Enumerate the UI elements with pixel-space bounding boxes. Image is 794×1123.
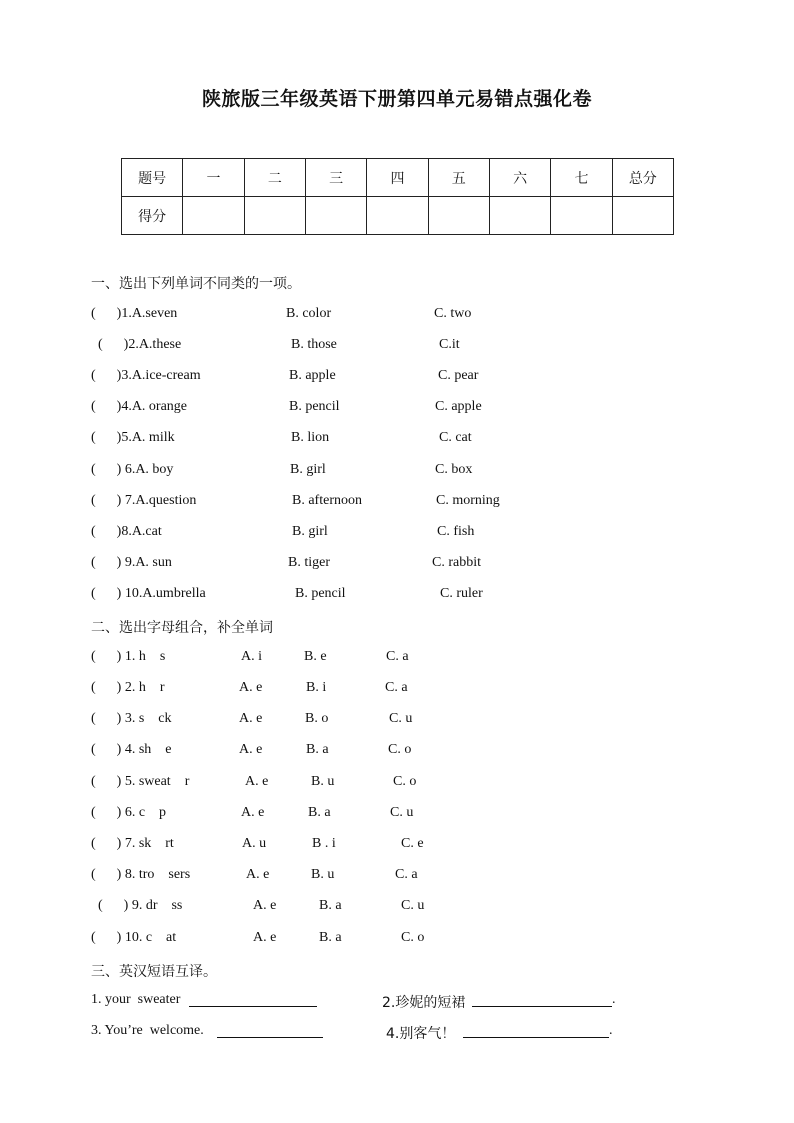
option-b: B. u bbox=[311, 774, 335, 789]
question-stem: ( )8.A.cat bbox=[91, 524, 162, 539]
score-table-header-row bbox=[122, 159, 674, 197]
translation-item bbox=[91, 1023, 613, 1119]
option-c: C. fish bbox=[437, 524, 475, 539]
option-a: A. e bbox=[246, 867, 270, 882]
answer-blank[interactable] bbox=[463, 1023, 609, 1043]
phrase-zh: 2.珍妮的短裙 bbox=[382, 995, 466, 1011]
score-table-score-row bbox=[122, 197, 674, 235]
question-stem: ( ) 9.A. sun bbox=[91, 555, 172, 570]
option-b: B. pencil bbox=[289, 399, 340, 414]
option-c: C. e bbox=[401, 836, 424, 851]
option-c: C. o bbox=[401, 930, 425, 945]
option-b: B. a bbox=[319, 898, 342, 913]
phrase-en: 1. your sweater bbox=[91, 992, 181, 1007]
score-header-cell: 一 bbox=[183, 159, 244, 197]
section3-heading: 三、英汉短语互译。 bbox=[91, 964, 217, 980]
option-c: C. cat bbox=[439, 430, 472, 445]
question-stem: ( ) 7. sk rt bbox=[91, 836, 174, 851]
option-a: A. e bbox=[253, 930, 277, 945]
score-input-cell[interactable] bbox=[305, 197, 366, 235]
option-a: A. e bbox=[253, 898, 277, 913]
option-b: B. e bbox=[304, 649, 327, 664]
option-b: B. i bbox=[306, 680, 327, 695]
score-table bbox=[121, 158, 674, 235]
option-a: A. i bbox=[241, 649, 262, 664]
question-stem: ( ) 10.A.umbrella bbox=[91, 586, 206, 601]
option-c: C. u bbox=[390, 805, 414, 820]
phrase-en: 3. You’re welcome. bbox=[91, 1023, 204, 1038]
option-c: C. a bbox=[395, 867, 418, 882]
page-title: 陕旅版三年级英语下册第四单元易错点强化卷 bbox=[201, 88, 592, 110]
score-input-cell[interactable] bbox=[183, 197, 244, 235]
option-c: C. o bbox=[393, 774, 417, 789]
score-header-cell: 四 bbox=[367, 159, 428, 197]
section1-heading: 一、选出下列单词不同类的一项。 bbox=[91, 276, 301, 292]
score-input-cell[interactable] bbox=[367, 197, 428, 235]
option-b: B. girl bbox=[290, 462, 326, 477]
question-stem: ( ) 6. c p bbox=[91, 805, 167, 820]
option-c: C. a bbox=[385, 680, 408, 695]
option-a: A. e bbox=[245, 774, 269, 789]
option-c: C. u bbox=[401, 898, 425, 913]
option-b: B. u bbox=[311, 867, 335, 882]
phrase-zh: 4.别客气！ bbox=[386, 1026, 456, 1042]
score-header-cell: 六 bbox=[489, 159, 550, 197]
score-input-cell[interactable] bbox=[489, 197, 550, 235]
option-c: C. morning bbox=[436, 493, 500, 508]
question-stem: ( )4.A. orange bbox=[91, 399, 188, 414]
option-b: B. a bbox=[319, 930, 342, 945]
question-stem: ( )2.A.these bbox=[98, 337, 182, 352]
option-a: A. u bbox=[242, 836, 267, 851]
question-stem: ( )5.A. milk bbox=[91, 430, 175, 445]
option-c: C. ruler bbox=[440, 586, 483, 601]
option-b: B. a bbox=[306, 742, 329, 757]
option-b: B. lion bbox=[291, 430, 330, 445]
option-c: C. apple bbox=[435, 399, 482, 414]
score-header-cell: 三 bbox=[305, 159, 366, 197]
option-c: C. box bbox=[435, 462, 473, 477]
section2-heading: 二、选出字母组合，补全单词 bbox=[91, 620, 273, 636]
option-c: C. u bbox=[389, 711, 413, 726]
option-b: B. a bbox=[308, 805, 331, 820]
question-stem: ( ) 5. sweat r bbox=[91, 774, 190, 789]
score-input-cell[interactable] bbox=[244, 197, 305, 235]
question-stem: ( )3.A.ice-cream bbox=[91, 368, 201, 383]
option-b: B. pencil bbox=[295, 586, 346, 601]
question-stem: ( ) 6.A. boy bbox=[91, 462, 174, 477]
question-stem: ( ) 10. c at bbox=[91, 930, 177, 945]
option-b: B. o bbox=[305, 711, 329, 726]
score-header-cell: 二 bbox=[244, 159, 305, 197]
option-c: C. two bbox=[434, 306, 472, 321]
score-input-cell[interactable] bbox=[551, 197, 612, 235]
answer-blank[interactable] bbox=[189, 992, 317, 1012]
question-stem: ( ) 9. dr ss bbox=[98, 898, 183, 913]
option-b: B. color bbox=[286, 306, 332, 321]
end-period: . bbox=[612, 992, 616, 1007]
score-input-cell[interactable] bbox=[612, 197, 673, 235]
option-c: C. a bbox=[386, 649, 409, 664]
option-b: B. tiger bbox=[288, 555, 330, 570]
option-b: B. apple bbox=[289, 368, 336, 383]
option-a: A. e bbox=[241, 805, 265, 820]
option-b: B. afternoon bbox=[292, 493, 362, 508]
option-b: B . i bbox=[312, 836, 336, 851]
end-period: . bbox=[609, 1023, 613, 1038]
option-b: B. those bbox=[291, 337, 337, 352]
answer-blank[interactable] bbox=[217, 1023, 323, 1043]
option-c: C. o bbox=[388, 742, 412, 757]
question-stem: ( )1.A.seven bbox=[91, 306, 178, 321]
question-stem: ( ) 7.A.question bbox=[91, 493, 197, 508]
question-stem: ( ) 3. s ck bbox=[91, 711, 172, 726]
score-header-cell: 总分 bbox=[612, 159, 673, 197]
score-header-cell: 七 bbox=[551, 159, 612, 197]
score-input-cell[interactable] bbox=[428, 197, 489, 235]
score-header-cell: 五 bbox=[428, 159, 489, 197]
option-a: A. e bbox=[239, 680, 263, 695]
option-a: A. e bbox=[239, 742, 263, 757]
option-c: C.it bbox=[439, 337, 460, 352]
score-header-cell: 题号 bbox=[122, 159, 183, 197]
answer-blank[interactable] bbox=[472, 992, 612, 1012]
option-a: A. e bbox=[239, 711, 263, 726]
question-stem: ( ) 1. h s bbox=[91, 649, 166, 664]
question-stem: ( ) 2. h r bbox=[91, 680, 165, 695]
option-c: C. pear bbox=[438, 368, 479, 383]
question-stem: ( ) 8. tro sers bbox=[91, 867, 191, 882]
option-b: B. girl bbox=[292, 524, 328, 539]
option-c: C. rabbit bbox=[432, 555, 481, 570]
score-label-cell: 得分 bbox=[122, 197, 183, 235]
question-stem: ( ) 4. sh e bbox=[91, 742, 172, 757]
